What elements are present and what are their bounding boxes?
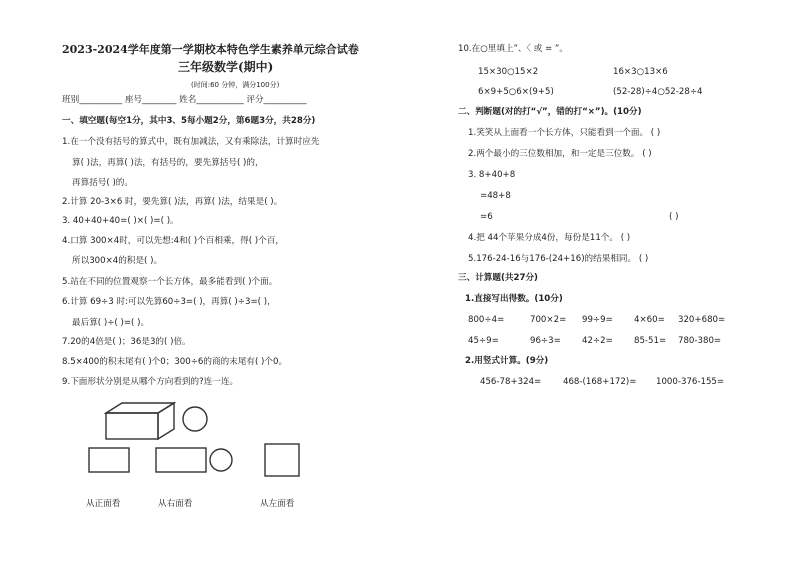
judge-3-bracket: ( ) [669, 212, 679, 222]
q6-line1: 6.计算 69÷3 时:可以先算60÷3=( )，再算( )÷3=( )， [62, 297, 276, 307]
vertical-3: 1000-376-155= [656, 377, 725, 387]
view-label-front: 从正面看 [86, 499, 121, 509]
direct-1-5: 320+680= [678, 315, 726, 325]
direct-2-1: 45÷9= [468, 336, 499, 346]
judge-1: 1.笑笑从上面看一个长方体，只能看到一个面。 ( ) [468, 128, 661, 138]
direct-2-4: 85-51= [634, 336, 667, 346]
direct-2-3: 42÷2= [582, 336, 613, 346]
direct-1-2: 700×2= [530, 315, 567, 325]
q9-line: 9.下面形状分别是从哪个方向看到的?连一连。 [62, 377, 239, 387]
q6-line2: 最后算( )÷( )=( )。 [72, 318, 150, 328]
time-note: (时间:60 分钟，满分100分) [191, 81, 280, 89]
direct-1-3: 99÷9= [582, 315, 613, 325]
q2-line: 2.计算 20-3×6 时，要先算( )法，再算( )法，结果是( )。 [62, 197, 283, 207]
q10-item-1: 15×30○15×2 [478, 67, 539, 77]
section1-heading: 一、填空题(每空1分，其中3、5每小题2分，第6题3分，共28分) [62, 116, 316, 126]
judge-3-line2: =48+8 [480, 191, 511, 201]
judge-4: 4.把 44个苹果分成4份，每份是11个。 ( ) [468, 233, 631, 243]
direct-2-2: 96÷3= [530, 336, 561, 346]
q3-line: 3. 40+40+40=( )×( )=( )。 [62, 216, 179, 226]
exam-subtitle: 三年级数学(期中) [178, 60, 274, 74]
direct-2-5: 780-380= [678, 336, 722, 346]
rectangle-figure-1 [88, 447, 130, 473]
q10-item-3: 6×9+5○6×(9+5) [478, 87, 554, 97]
vertical-2: 468-(168+172)= [563, 377, 637, 387]
square-figure [264, 443, 300, 477]
circle-figure-small [208, 447, 234, 473]
view-label-right: 从右面看 [158, 499, 193, 509]
cuboid-figure [104, 401, 176, 441]
judge-2: 2.两个最小的三位数相加，和一定是三位数。 ( ) [468, 149, 652, 159]
q8-line: 8.5×400的积末尾有( )个0；300÷6的商的末尾有( )个0。 [62, 357, 288, 367]
q5-line: 5.站在不同的位置观察一个长方体，最多能看到( )个面。 [62, 277, 278, 287]
judge-3-line1: 3. 8+40+8 [468, 170, 516, 180]
direct-1-1: 800÷4= [468, 315, 505, 325]
judge-3-line3: =6 [480, 212, 493, 222]
circle-figure-top [180, 404, 210, 434]
direct-1-4: 4×60= [634, 315, 665, 325]
rectangle-figure-2 [155, 447, 207, 473]
q1-line3: 再算括号( )的。 [72, 178, 133, 188]
q7-line: 7.20的4倍是( )；36是3的( )倍。 [62, 337, 191, 347]
info-line: 班别__________ 座号________ 姓名___________ 评分__________ [62, 95, 307, 105]
sub1-heading: 1.直接写出得数。(10分) [465, 294, 563, 304]
exam-title: 2023-2024学年度第一学期校本特色学生素养单元综合试卷 [62, 43, 359, 56]
q10-item-2: 16×3○13×6 [613, 67, 668, 77]
sub2-heading: 2.用竖式计算。(9分) [465, 356, 549, 366]
q1-line2: 算( )法，再算( )法，有括号的，要先算括号( )的， [72, 158, 264, 168]
view-label-left: 从左面看 [260, 499, 295, 509]
vertical-1: 456-78+324= [480, 377, 542, 387]
q10-heading: 10.在○里填上”、〈 或 = ”。 [458, 44, 568, 54]
q1-line1: 1.在一个没有括号的算式中，既有加减法，又有乘除法，计算时应先 [62, 137, 320, 147]
q4-line1: 4.口算 300×4时，可以先想:4和( )个百相乘，得( )个百， [62, 236, 284, 246]
judge-5: 5.176-24-16与176-(24+16)的结果相同。 ( ) [468, 254, 649, 264]
section2-heading: 二、判断题(对的打“√”，错的打“×”)。(10分) [458, 107, 642, 117]
q10-item-4: (52-28)÷4○52-28÷4 [613, 87, 703, 97]
section3-heading: 三、计算题(共27分) [458, 273, 538, 283]
q4-line2: 所以300×4的积是( )。 [72, 256, 163, 266]
